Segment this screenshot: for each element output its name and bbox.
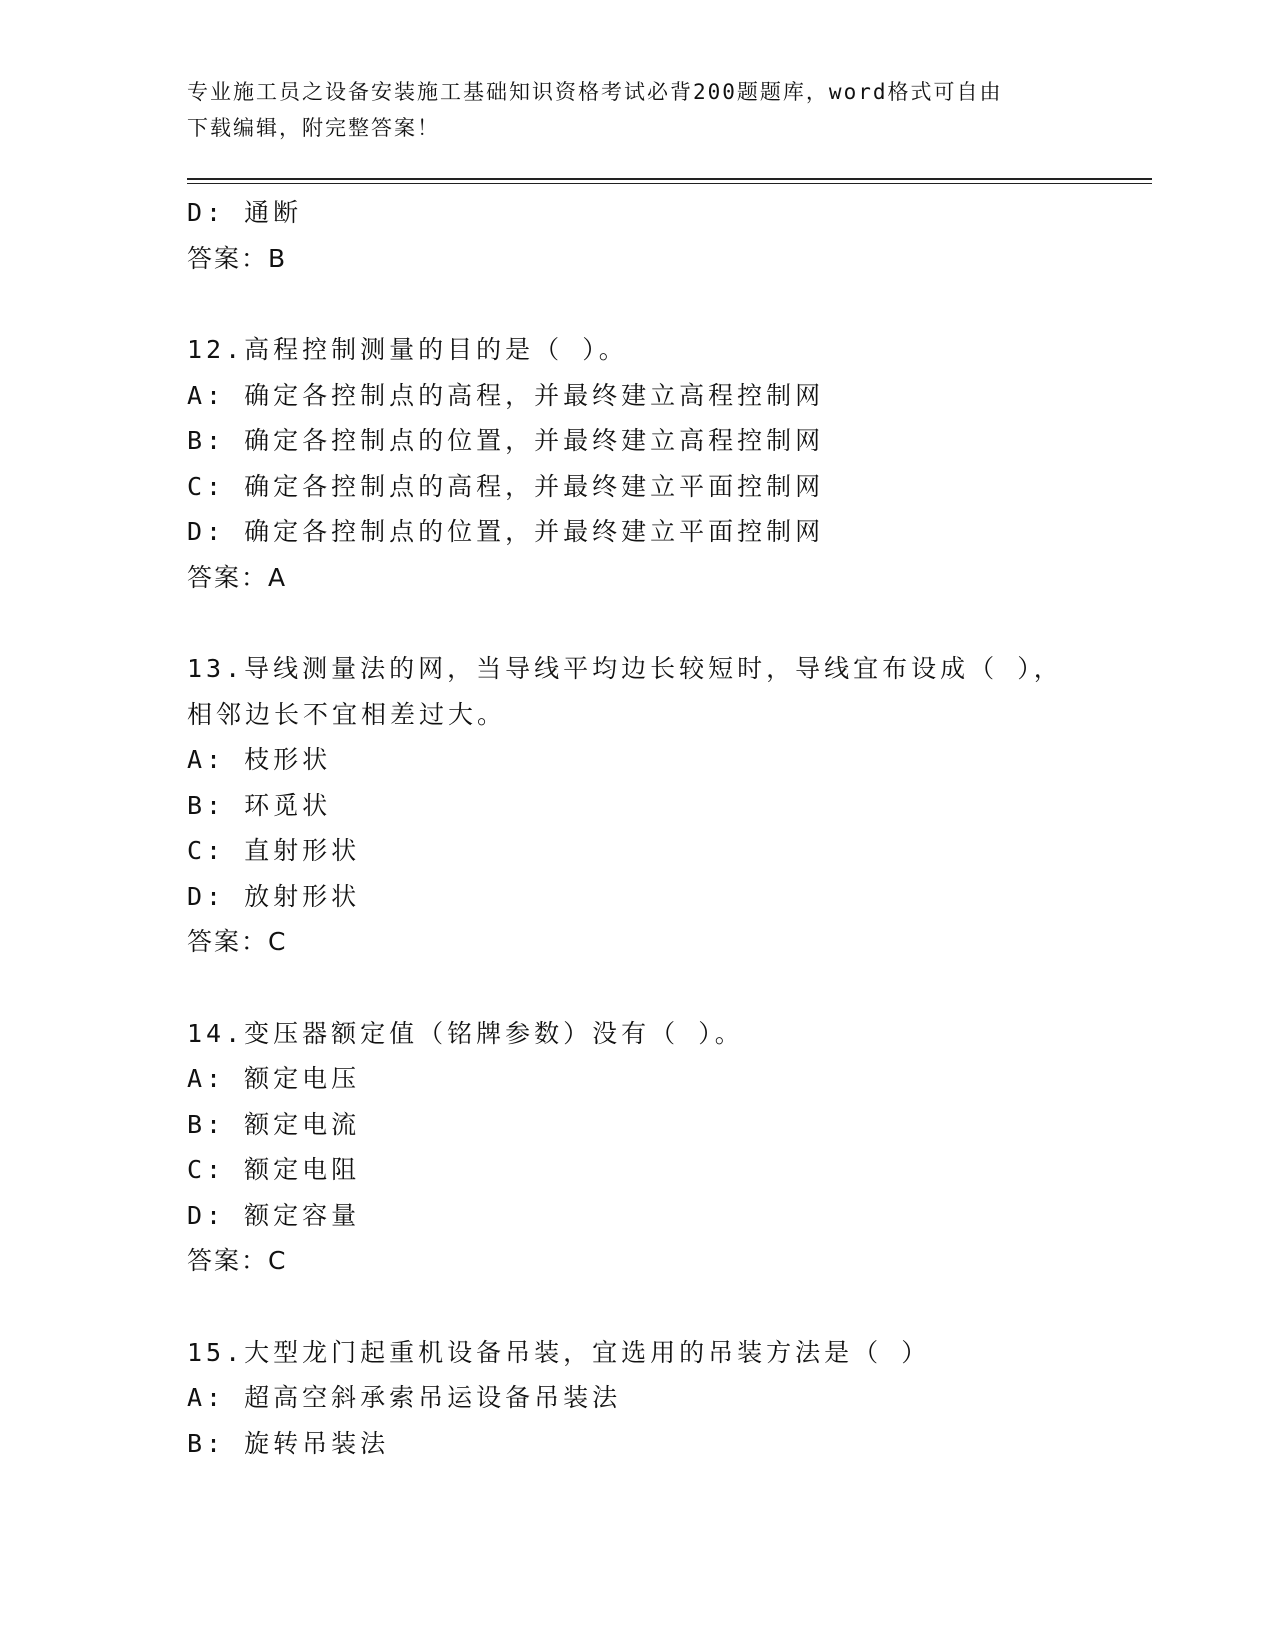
question-15 bbox=[187, 1330, 1127, 1467]
header-divider-thick bbox=[187, 178, 1152, 180]
option-b: B: 确定各控制点的位置，并最终建立高程控制网 bbox=[187, 426, 825, 455]
header-divider-thin bbox=[187, 183, 1152, 184]
question-list bbox=[187, 190, 1127, 1466]
option-a: A: 额定电压 bbox=[187, 1064, 361, 1093]
question-14 bbox=[187, 1011, 1127, 1284]
question-12 bbox=[187, 327, 1127, 600]
document-header bbox=[187, 74, 1067, 146]
question-text: 12.高程控制测量的目的是（ ）。 bbox=[187, 335, 628, 364]
answer: 答案：A bbox=[187, 562, 288, 592]
option-a: A: 确定各控制点的高程，并最终建立高程控制网 bbox=[187, 380, 825, 410]
question-text-line-2: 相邻边长不宜相差过大。 bbox=[187, 699, 507, 729]
option-b: B: 额定电流 bbox=[187, 1109, 361, 1139]
option-b: B: 旋转吊装法 bbox=[187, 1428, 390, 1458]
answer: 答案：C bbox=[187, 1246, 288, 1275]
question-13 bbox=[187, 646, 1127, 965]
option-d: D: 放射形状 bbox=[187, 881, 361, 911]
option-c: C: 直射形状 bbox=[187, 836, 361, 865]
option-d: D: 额定容量 bbox=[187, 1200, 361, 1230]
option-a: A: 超高空斜承索吊运设备吊装法 bbox=[187, 1383, 622, 1412]
option-d: D: 通断 bbox=[187, 198, 303, 227]
header-title-line-1: 专业施工员之设备安装施工基础知识资格考试必背200题题库，word格式可自由 bbox=[187, 80, 1003, 104]
question-text: 14.变压器额定值（铭牌参数）没有（ ）。 bbox=[187, 1018, 744, 1048]
option-b: B: 环觅状 bbox=[187, 790, 332, 820]
header-title-line-2: 下载编辑，附完整答案！ bbox=[187, 116, 440, 140]
option-d: D: 确定各控制点的位置，并最终建立平面控制网 bbox=[187, 517, 825, 546]
question-text: 15.大型龙门起重机设备吊装，宜选用的吊装方法是（ ） bbox=[187, 1337, 931, 1367]
option-c: C: 额定电阻 bbox=[187, 1155, 361, 1184]
option-a: A: 枝形状 bbox=[187, 745, 332, 774]
answer: 答案：B bbox=[187, 243, 288, 273]
question-text-line-1: 13.导线测量法的网，当导线平均边长较短时，导线宜布设成（ ）， bbox=[187, 654, 1063, 683]
option-c: C: 确定各控制点的高程，并最终建立平面控制网 bbox=[187, 471, 825, 501]
answer: 答案：C bbox=[187, 927, 288, 956]
